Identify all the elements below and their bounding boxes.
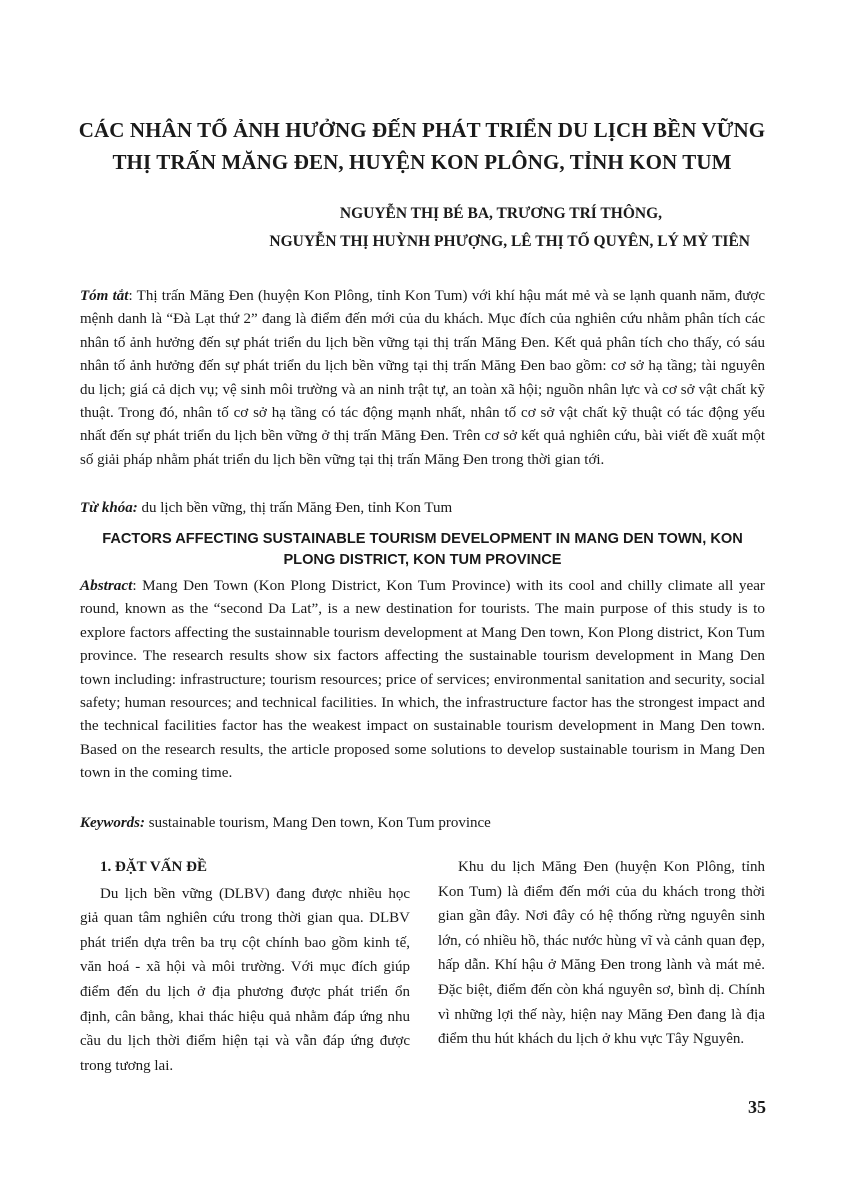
author-line-1: NGUYỄN THỊ BÉ BA, TRƯƠNG TRÍ THÔNG,	[339, 205, 662, 222]
keywords-vi-label: Từ khóa:	[80, 500, 138, 516]
body-column-left	[80, 855, 410, 1078]
keywords-english	[80, 812, 765, 835]
body-paragraph: Du lịch bền vững (DLBV) đang được nhiều học giả quan tâm nghiên cứu trong thời gian qua. DLBV phát triển dựa trên ba trụ cột chính bao gồm kinh tế, văn hoá - xã hội và môi trường. Với mục đích giúp điểm đến du lịch ở địa phương được phát triển ổn định, cân bằng, khai thác hiệu quả nhằm đáp ứng nhu cầu du lịch thời điểm hiện tại và vẫn đáp ứng được trong tương lai.	[80, 885, 410, 1074]
abstract-vi-text: : Thị trấn Măng Đen (huyện Kon Plông, tỉnh Kon Tum) với khí hậu mát mẻ và se lạnh quanh năm, được mệnh danh là “Đà Lạt thứ 2” đang là điểm đến mới của du khách. Mục đích của nghiên cứu nhằm phân tích các nhân tố ảnh hưởng đến sự phát triển du lịch bền vững tại thị trấn Măng Đen. Kết quả phân tích cho thấy, có sáu nhân tố ảnh hưởng đến sự phát triển du lịch bền vững tại thị trấn Măng Đen bao gồm: cơ sở hạ tầng; tài nguyên du lịch; giá cả dịch vụ; vệ sinh môi trường và an ninh trật tự, an toàn xã hội; nguồn nhân lực và cơ sở vật chất kỹ thuật. Trong đó, nhân tố cơ sở hạ tầng có tác động mạnh nhất, nhân tố cơ sở vật chất kỹ thuật có tác động yếu nhất đến sự phát triển du lịch bền vững ở thị trấn Măng Đen. Trên cơ sở kết quả nghiên cứu, bài viết đề xuất một số giải pháp nhằm phát triển du lịch bền vững tại thị trấn Măng Đen trong thời gian tới.	[80, 288, 765, 468]
keywords-vi-text: du lịch bền vững, thị trấn Măng Đen, tỉnh Kon Tum	[137, 500, 453, 516]
abstract-en-text: : Mang Den Town (Kon Plong District, Kon Tum Province) with its cool and chilly climate all year round, known as the “second Da Lat”, is a new destination for tourists. The main purpose of this study is to explore factors affecting the sustainnable tourism development at Mang Den town, Kon Plong district, Kon Tum province. The research results show six factors affecting the sustainable tourism development in Mang Den town including: infrastructure; tourism resources; price of services; environmental sanitation and security, social safety; human resources; and technical facilities. In which, the infrastructure factor has the strongest impact and the technical facilities factor has the weakest impact on sustainable tourism development in Mang Den town. Based on the research results, the article proposed some solutions to develop sustainable tourism in Mang Den town in the coming time.	[80, 577, 765, 782]
keywords-en-text: sustainable tourism, Mang Den town, Kon Tum province	[145, 815, 491, 831]
body-paragraph: Khu du lịch Măng Đen (huyện Kon Plông, tỉnh Kon Tum) là điểm đến mới của du khách trong thời gian gần đây. Nơi đây có hệ thống rừng nguyên sinh lớn, có nhiều hồ, thác nước hùng vĩ và cảnh quan đẹp, hấp dẫn. Khí hậu ở Măng Đen trong lành và mát mẻ. Đặc biệt, điểm đến còn khá nguyên sơ, bình dị. Chính vì những lợi thế này, hiện nay Măng Đen đang là địa điểm thu hút khách du lịch ở khu vực Tây Nguyên.	[438, 859, 765, 1048]
english-title: FACTORS AFFECTING SUSTAINABLE TOURISM DEVELOPMENT IN MANG DEN TOWN, KON PLONG DISTRICT, KON TUM PROVINCE	[102, 531, 743, 568]
article-title: CÁC NHÂN TỐ ẢNH HƯỞNG ĐẾN PHÁT TRIỂN DU LỊCH BỀN VỮNG THỊ TRẤN MĂNG ĐEN, HUYỆN KON PLÔNG, TỈNH KON TUM	[78, 118, 766, 174]
abstract-vietnamese	[80, 285, 765, 472]
keywords-en-label: Keywords:	[80, 815, 145, 831]
abstract-english	[80, 574, 765, 785]
page-number: 35	[748, 1097, 766, 1117]
author-list	[100, 200, 750, 256]
abstract-vi-label: Tóm tắt	[80, 288, 129, 304]
author-line-2: NGUYỄN THỊ HUỲNH PHƯỢNG, LÊ THỊ TỐ QUYÊN, LÝ MỶ TIÊN	[269, 233, 750, 250]
body-column-right	[438, 855, 765, 1052]
keywords-vietnamese	[80, 497, 765, 520]
abstract-en-label: Abstract	[80, 577, 133, 594]
section-heading: 1. ĐẶT VẤN ĐỀ	[100, 859, 207, 875]
